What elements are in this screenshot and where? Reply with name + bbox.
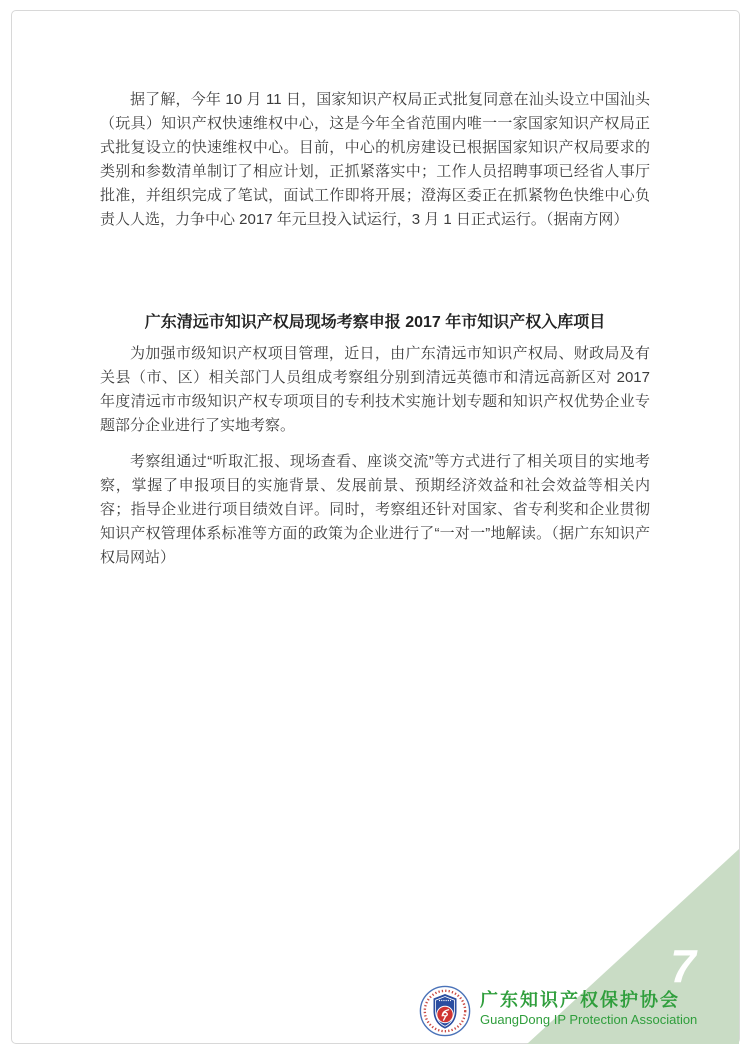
article2-title: 广东清远市知识产权局现场考察申报 2017 年市知识产权入库项目 [144, 314, 606, 331]
association-name-en: GuangDong IP Protection Association [480, 1012, 698, 1027]
article1-paragraph: 据了解，今年 10 月 11 日，国家知识产权局正式批复同意在汕头设立中国汕头（玩具）知识产权快速维权中心，这是今年全省范围内唯一一家国家知识产权局正式批复设立的快速维权中心。目前，中心的机房建设已根据国家知识产权局要求的类别和参数清单制订了相应计划，正抓紧落实中；工作人员招聘事项已经省人事厅批准，并组织完成了笔试，面试工作即将开展；澄海区委正在抓紧物色快维中心负责人人选，力争中心 2017 年元旦投入试运行，3 月 1 日正式运行。（据南方网） [100, 91, 650, 228]
association-emblem-icon [419, 985, 471, 1037]
document-content [100, 88, 650, 570]
page-number: 7 [670, 940, 696, 992]
article2-paragraph-1: 为加强市级知识产权项目管理，近日，由广东清远市知识产权局、财政局及有关县（市、区）相关部门人员组成考察组分别到清远英德市和清远高新区对 2017 年度清远市市级知识产权专项项目的专利技术实施计划专题和知识产权优势企业专题部分企业进行了实地考察。 [100, 345, 650, 434]
association-logo [419, 985, 697, 1037]
association-name-zh: 广东知识产权保护协会 [480, 990, 680, 1010]
article2-paragraph-2: 考察组通过“听取汇报、现场查看、座谈交流”等方式进行了相关项目的实地考察，掌握了申报项目的实施背景、发展前景、预期经济效益和社会效益等相关内容；指导企业进行项目绩效自评。同时，考察组还针对国家、省专利奖和企业贯彻知识产权管理体系标准等方面的政策为企业进行了“一对一”地解读。（据广东知识产权局网站） [100, 453, 650, 566]
association-names [480, 985, 697, 1029]
